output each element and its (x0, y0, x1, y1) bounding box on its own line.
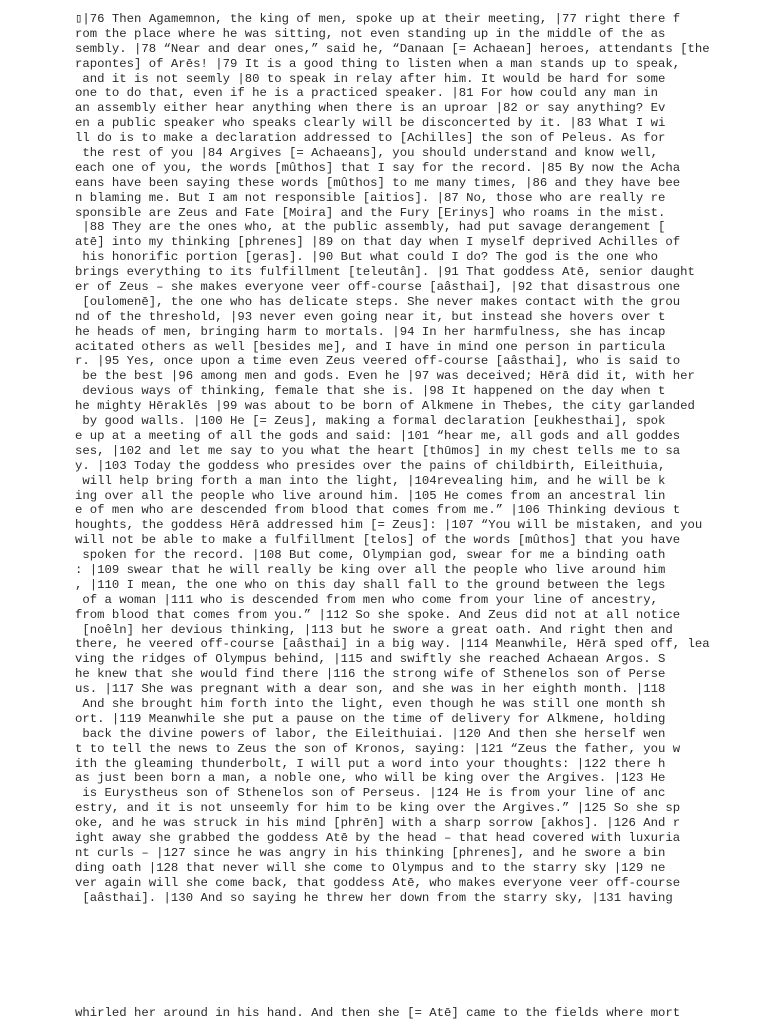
text-line: each one of you, the words [mûthos] that I say for the record. |85 By now the Acha (75, 160, 681, 175)
text-line: ort. |119 Meanwhile she put a pause on the time of delivery for Alkmene, holding (75, 711, 666, 726)
text-line: t to tell the news to Zeus the son of Kronos, saying: |121 “Zeus the father, you w (75, 741, 681, 756)
text-line: his honorific portion [geras]. |90 But what could I do? The god is the one who (75, 250, 658, 265)
body-text (75, 12, 720, 905)
text-line: the rest of you |84 Argives [= Achaeans], you should understand and know well, (75, 146, 658, 161)
text-line: spoken for the record. |108 But come, Olympian god, swear for me a binding oath (75, 548, 666, 563)
text-line: e up at a meeting of all the gods and said: |101 “hear me, all gods and all goddes (75, 428, 681, 443)
text-line: there, he veered off-course [aâsthai] in a big way. |114 Meanwhile, Hērā sped off, lea (75, 637, 710, 652)
text-line: ll do is to make a declaration addressed to [Achilles] the son of Peleus. As for (75, 131, 666, 146)
text-line: r. |95 Yes, once upon a time even Zeus veered off-course [aâsthai], who is said to (75, 354, 681, 369)
text-line: [oulomenē], the one who has delicate steps. She never makes contact with the grou (75, 294, 681, 309)
continuation-line: whirled her around in his hand. And then she [= Atē] came to the fields where mort (75, 1006, 681, 1020)
text-line: ▯|76 Then Agamemnon, the king of men, spoke up at their meeting, |77 right there f (75, 12, 681, 26)
text-line: as just been born a man, a noble one, who will be king over the Argives. |123 He (75, 771, 666, 786)
text-line: atē] into my thinking [phrenes] |89 on that day when I myself deprived Achilles of (75, 235, 681, 250)
text-line: And she brought him forth into the light, even though he was still one month sh (75, 696, 666, 711)
text-line: y. |103 Today the goddess who presides over the pains of childbirth, Eileithuia, (75, 458, 666, 473)
text-line: devious ways of thinking, female that she is. |98 It happened on the day when t (75, 384, 666, 399)
text-line: oke, and he was struck in his mind [phrēn] with a sharp sorrow [akhos]. |126 And r (75, 816, 681, 831)
text-line: from blood that comes from you.” |112 So she spoke. And Zeus did not at all notice (75, 607, 681, 622)
text-line: en a public speaker who speaks clearly will be disconcerted by it. |83 What I wi (75, 116, 666, 131)
text-line: he mighty Hēraklēs |99 was about to be born of Alkmene in Thebes, the city garlanded (75, 399, 695, 414)
text-line: an assembly either hear anything when there is an uproar |82 or say anything? Ev (75, 101, 666, 116)
text-line: nd of the threshold, |93 never even going near it, but instead she hovers over t (75, 309, 666, 324)
text-line: |88 They are the ones who, at the public assembly, had put savage derangement [ (75, 220, 666, 235)
text-line: acitated others as well [besides me], and I have in mind one person in particula (75, 339, 666, 354)
text-line: ving the ridges of Olympus behind, |115 and swiftly she reached Achaean Argos. S (75, 652, 666, 667)
text-line: is Eurystheus son of Sthenelos son of Perseus. |124 He is from your line of anc (75, 786, 666, 801)
text-line: eans have been saying these words [mûthos] to me many times, |86 and they have bee (75, 175, 681, 190)
text-line: [noêln] her devious thinking, |113 but he swore a great oath. And right then and (75, 622, 673, 637)
text-line: ses, |102 and let me say to you what the heart [thūmos] in my chest tells me to sa (75, 443, 681, 458)
text-line: n blaming me. But I am not responsible [aitios]. |87 No, those who are really re (75, 190, 666, 205)
text-line: estry, and it is not unseemly for him to be king over the Argives.” |125 So she sp (75, 801, 681, 816)
text-line: back the divine powers of labor, the Eileithuiai. |120 And then she herself wen (75, 726, 666, 741)
text-line: ver again will she come back, that goddess Atē, who makes everyone veer off-course (75, 875, 681, 890)
text-line: he heads of men, bringing harm to mortals. |94 In her harmfulness, she has incap (75, 324, 666, 339)
text-line: [aâsthai]. |130 And so saying he threw her down from the starry sky, |131 having (75, 890, 673, 905)
text-line: rapontes] of Arēs! |79 It is a good thing to listen when a man stands up to speak, (75, 56, 681, 71)
text-line: rom the place where he was sitting, not even standing up in the middle of the as (75, 26, 666, 41)
text-line: one to do that, even if he is a practiced speaker. |81 For how could any man in (75, 86, 658, 101)
text-line: will help bring forth a man into the light, |104revealing him, and he will be k (75, 473, 666, 488)
text-line: will not be able to make a fulfillment [telos] of the words [mûthos] that you have (75, 533, 681, 548)
text-line: brings everything to its fulfillment [teleutân]. |91 That goddess Atē, senior daught (75, 265, 695, 280)
text-line: sponsible are Zeus and Fate [Moira] and the Fury [Erinys] who roams in the mist. (75, 205, 666, 220)
text-line: nt curls – |127 since he was angry in his thinking [phrenes], and he swore a bin (75, 845, 666, 860)
text-line: : |109 swear that he will really be king over all the people who live around him (75, 562, 666, 577)
text-line: sembly. |78 “Near and dear ones,” said he, “Danaan [= Achaean] heroes, attendants [the (75, 41, 710, 56)
text-line: ight away she grabbed the goddess Atē by the head – that head covered with luxuria (75, 830, 681, 845)
text-line: of a woman |111 who is descended from men who come from your line of ancestry, (75, 592, 658, 607)
text-line: , |110 I mean, the one who on this day shall fall to the ground between the legs (75, 577, 666, 592)
text-line: e of men who are descended from blood that comes from me.” |106 Thinking devious t (75, 503, 681, 518)
text-line: us. |117 She was pregnant with a dear son, and she was in her eighth month. |118 (75, 682, 666, 697)
text-line: ding oath |128 that never will she come to Olympus and to the starry sky |129 ne (75, 860, 666, 875)
text-line: and it is not seemly |80 to speak in relay after him. It would be hard for some (75, 71, 666, 86)
text-line: houghts, the goddess Hērā addressed him [= Zeus]: |107 “You will be mistaken, and you (75, 518, 703, 533)
text-line: ith the gleaming thunderbolt, I will put a word into your thoughts: |122 there h (75, 756, 666, 771)
text-line: he knew that she would find there |116 the strong wife of Sthenelos son of Perse (75, 667, 666, 682)
text-line: by good walls. |100 He [= Zeus], making a formal declaration [eukhesthai], spok (75, 414, 666, 429)
text-line: er of Zeus – she makes everyone veer off-course [aâsthai], |92 that disastrous one (75, 280, 681, 295)
text-line: be the best |96 among men and gods. Even he |97 was deceived; Hērā did it, with her (75, 369, 695, 384)
text-line: ing over all the people who live around him. |105 He comes from an ancestral lin (75, 488, 666, 503)
